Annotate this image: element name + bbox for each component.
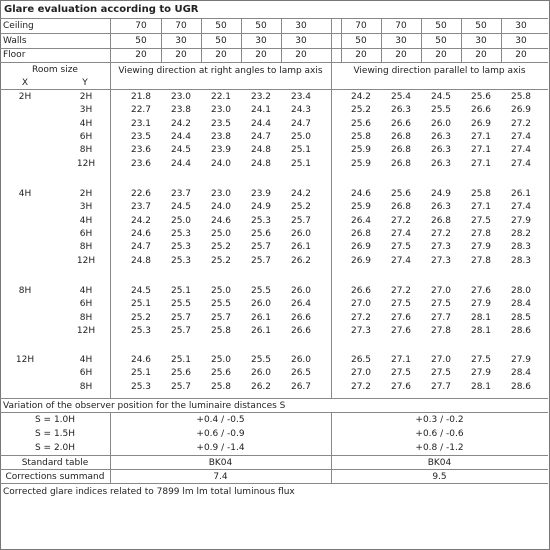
ugr-value: 24.7 (290, 119, 312, 129)
reflectance-value: 30 (255, 36, 267, 46)
ugr-value: 24.2 (170, 119, 192, 129)
row-divider (0, 48, 548, 49)
variation-parallel: +0.8 / -1.2 (415, 443, 464, 453)
room-y-label: 3H (79, 202, 93, 212)
ugr-value: 24.4 (250, 119, 272, 129)
ugr-value: 27.4 (510, 145, 532, 155)
ugr-value: 27.9 (470, 242, 492, 252)
group-x-label: 8H (18, 286, 32, 296)
ugr-value: 25.4 (390, 92, 412, 102)
reflectance-value: 50 (255, 21, 267, 31)
ugr-value: 27.3 (430, 242, 452, 252)
ugr-value: 27.1 (470, 145, 492, 155)
ugr-value: 25.9 (350, 202, 372, 212)
ugr-value: 27.5 (390, 242, 412, 252)
ugr-value: 23.2 (250, 92, 272, 102)
ugr-value: 26.9 (510, 105, 532, 115)
column-divider (281, 18, 282, 62)
reflectance-value: 50 (355, 36, 367, 46)
group-x-label: 12H (15, 355, 35, 365)
ugr-value: 25.7 (290, 216, 312, 226)
ugr-value: 23.4 (290, 92, 312, 102)
ugr-value: 25.0 (210, 229, 232, 239)
reflectance-value: 50 (215, 36, 227, 46)
ugr-value: 28.3 (510, 242, 532, 252)
corrections-right: 7.4 (213, 472, 228, 482)
room-y-label: 3H (79, 105, 93, 115)
ugr-value: 27.6 (390, 382, 412, 392)
ugr-value: 26.0 (250, 368, 272, 378)
ugr-value: 22.1 (210, 92, 232, 102)
ugr-value: 28.6 (510, 326, 532, 336)
variation-right: +0.6 / -0.9 (196, 429, 245, 439)
reflectance-value: 50 (475, 21, 487, 31)
ugr-value: 24.9 (430, 189, 452, 199)
reflectance-value: 30 (295, 36, 307, 46)
ugr-value: 25.7 (170, 382, 192, 392)
y-header: Y (82, 78, 88, 88)
ugr-value: 27.4 (510, 159, 532, 169)
ugr-value: 24.1 (250, 105, 272, 115)
ugr-value: 26.5 (350, 355, 372, 365)
ugr-value: 24.5 (170, 202, 192, 212)
ugr-value: 27.6 (470, 286, 492, 296)
ugr-value: 25.3 (250, 216, 272, 226)
column-divider (110, 18, 111, 62)
ugr-value: 27.9 (470, 368, 492, 378)
reflectance-label: Floor (3, 50, 26, 60)
ugr-value: 27.7 (430, 313, 452, 323)
room-y-label: 2H (79, 189, 93, 199)
reflectance-value: 30 (175, 36, 187, 46)
room-y-label: 6H (79, 132, 93, 142)
ugr-value: 26.6 (290, 326, 312, 336)
ugr-value: 23.0 (210, 105, 232, 115)
ugr-value: 24.8 (130, 256, 152, 266)
ugr-value: 24.6 (350, 189, 372, 199)
ugr-value: 25.0 (210, 286, 232, 296)
standard-table-right: BK04 (208, 458, 233, 468)
ugr-value: 26.6 (390, 119, 412, 129)
reflectance-value: 20 (355, 50, 367, 60)
reflectance-value: 30 (515, 36, 527, 46)
ugr-value: 24.8 (250, 145, 272, 155)
ugr-value: 26.7 (290, 382, 312, 392)
ugr-value: 25.1 (290, 145, 312, 155)
reflectance-value: 30 (295, 21, 307, 31)
ugr-value: 25.6 (210, 368, 232, 378)
ugr-value: 27.9 (510, 355, 532, 365)
ugr-value: 25.3 (170, 242, 192, 252)
room-y-label: 6H (79, 368, 93, 378)
room-y-label: 4H (79, 216, 93, 226)
ugr-value: 25.3 (130, 382, 152, 392)
ugr-value: 27.6 (390, 326, 412, 336)
ugr-value: 27.0 (350, 299, 372, 309)
ugr-value: 28.3 (510, 256, 532, 266)
ugr-value: 23.0 (170, 92, 192, 102)
ugr-value: 26.0 (430, 119, 452, 129)
row-divider (0, 398, 548, 399)
ugr-value: 25.1 (170, 286, 192, 296)
reflectance-value: 70 (395, 21, 407, 31)
ugr-value: 25.2 (210, 256, 232, 266)
ugr-value: 25.2 (210, 242, 232, 252)
ugr-value: 26.0 (250, 299, 272, 309)
ugr-value: 24.8 (250, 159, 272, 169)
ugr-value: 25.0 (170, 216, 192, 226)
ugr-value: 26.8 (430, 216, 452, 226)
ugr-value: 25.6 (390, 189, 412, 199)
ugr-value: 26.8 (390, 159, 412, 169)
ugr-value: 25.2 (130, 313, 152, 323)
direction-parallel-header: Viewing direction parallel to lamp axis (353, 66, 526, 76)
ugr-value: 21.8 (130, 92, 152, 102)
row-divider (0, 18, 548, 19)
ugr-value: 24.6 (130, 355, 152, 365)
room-y-label: 12H (76, 159, 96, 169)
ugr-value: 27.7 (430, 382, 452, 392)
ugr-value: 26.0 (290, 355, 312, 365)
reflectance-value: 20 (295, 50, 307, 60)
ugr-value: 26.4 (290, 299, 312, 309)
ugr-value: 24.7 (130, 242, 152, 252)
ugr-value: 27.1 (390, 355, 412, 365)
ugr-value: 27.5 (390, 368, 412, 378)
ugr-value: 23.8 (170, 105, 192, 115)
ugr-value: 25.2 (290, 202, 312, 212)
ugr-value: 27.4 (390, 256, 412, 266)
page-title: Glare evaluation according to UGR (4, 4, 199, 15)
ugr-value: 25.5 (210, 299, 232, 309)
ugr-value: 27.3 (350, 326, 372, 336)
ugr-value: 25.7 (170, 326, 192, 336)
column-divider (161, 18, 162, 62)
ugr-value: 27.2 (350, 382, 372, 392)
ugr-value: 27.2 (350, 313, 372, 323)
ugr-value: 26.8 (390, 132, 412, 142)
ugr-value: 27.4 (510, 202, 532, 212)
row-divider (0, 412, 548, 413)
ugr-value: 25.7 (250, 242, 272, 252)
room-y-label: 8H (79, 382, 93, 392)
ugr-value: 27.5 (470, 216, 492, 226)
variation-parallel: +0.6 / -0.6 (415, 429, 464, 439)
ugr-value: 26.6 (350, 286, 372, 296)
room-y-label: 6H (79, 299, 93, 309)
row-divider (0, 62, 548, 63)
ugr-value: 24.0 (210, 202, 232, 212)
reflectance-value: 20 (515, 50, 527, 60)
column-divider (461, 18, 462, 62)
ugr-value: 28.6 (510, 382, 532, 392)
room-y-label: 4H (79, 355, 93, 365)
ugr-value: 25.2 (350, 105, 372, 115)
standard-table-label: Standard table (21, 458, 89, 468)
ugr-value: 25.1 (170, 355, 192, 365)
ugr-value: 27.5 (470, 355, 492, 365)
ugr-value: 28.1 (470, 313, 492, 323)
ugr-value: 27.0 (430, 286, 452, 296)
ugr-value: 26.3 (390, 105, 412, 115)
reflectance-value: 50 (435, 36, 447, 46)
ugr-value: 24.2 (350, 92, 372, 102)
ugr-value: 25.5 (250, 286, 272, 296)
ugr-value: 24.2 (290, 189, 312, 199)
ugr-value: 25.3 (170, 229, 192, 239)
ugr-value: 27.8 (470, 256, 492, 266)
ugr-value: 26.5 (290, 368, 312, 378)
reflectance-value: 30 (475, 36, 487, 46)
ugr-value: 26.0 (290, 229, 312, 239)
ugr-value: 28.1 (470, 326, 492, 336)
ugr-value: 27.5 (430, 368, 452, 378)
corrections-label: Corrections summand (5, 472, 105, 482)
ugr-value: 24.5 (130, 286, 152, 296)
ugr-value: 26.4 (350, 216, 372, 226)
footer-note: Corrected glare indices related to 7899 lm lm total luminous flux (3, 487, 295, 497)
ugr-value: 27.4 (390, 229, 412, 239)
ugr-value: 23.1 (130, 119, 152, 129)
column-divider (381, 18, 382, 62)
column-divider (110, 412, 111, 483)
ugr-value: 25.9 (350, 159, 372, 169)
room-y-label: 12H (76, 326, 96, 336)
ugr-value: 23.5 (130, 132, 152, 142)
ugr-value: 25.8 (210, 382, 232, 392)
reflectance-value: 70 (175, 21, 187, 31)
variation-right: +0.9 / -1.4 (196, 443, 245, 453)
ugr-value: 25.3 (130, 326, 152, 336)
ugr-value: 24.3 (290, 105, 312, 115)
ugr-value: 28.1 (470, 382, 492, 392)
ugr-value: 27.0 (350, 368, 372, 378)
ugr-value: 22.7 (130, 105, 152, 115)
ugr-value: 26.1 (290, 242, 312, 252)
ugr-value: 27.1 (470, 202, 492, 212)
ugr-value: 26.3 (430, 159, 452, 169)
ugr-value: 24.5 (430, 92, 452, 102)
ugr-value: 25.3 (170, 256, 192, 266)
ugr-value: 23.7 (170, 189, 192, 199)
ugr-value: 26.3 (430, 202, 452, 212)
room-y-label: 4H (79, 119, 93, 129)
ugr-value: 26.8 (390, 202, 412, 212)
ugr-value: 27.8 (470, 229, 492, 239)
ugr-value: 27.9 (470, 299, 492, 309)
variation-label: S = 1.0H (34, 415, 76, 425)
ugr-value: 26.1 (250, 313, 272, 323)
variation-label: S = 1.5H (34, 429, 76, 439)
column-divider (331, 412, 332, 483)
ugr-value: 26.6 (290, 313, 312, 323)
room-y-label: 8H (79, 145, 93, 155)
ugr-value: 25.6 (250, 229, 272, 239)
ugr-value: 28.4 (510, 368, 532, 378)
variation-parallel: +0.3 / -0.2 (415, 415, 464, 425)
reflectance-value: 70 (355, 21, 367, 31)
ugr-value: 25.5 (430, 105, 452, 115)
reflectance-value: 50 (435, 21, 447, 31)
ugr-value: 25.9 (350, 145, 372, 155)
room-y-label: 8H (79, 242, 93, 252)
ugr-value: 27.2 (510, 119, 532, 129)
ugr-value: 25.1 (130, 368, 152, 378)
reflectance-label: Ceiling (3, 21, 34, 31)
ugr-value: 27.6 (390, 313, 412, 323)
ugr-value: 25.8 (470, 189, 492, 199)
ugr-value: 26.8 (390, 145, 412, 155)
reflectance-value: 70 (135, 21, 147, 31)
ugr-value: 27.4 (510, 132, 532, 142)
ugr-value: 25.0 (210, 355, 232, 365)
reflectance-value: 20 (435, 50, 447, 60)
row-divider (0, 33, 548, 34)
x-header: X (21, 78, 29, 88)
ugr-value: 24.4 (170, 159, 192, 169)
ugr-value: 23.6 (130, 159, 152, 169)
reflectance-value: 20 (135, 50, 147, 60)
column-divider (331, 62, 332, 398)
ugr-value: 27.2 (390, 216, 412, 226)
ugr-value: 25.6 (350, 119, 372, 129)
column-divider (341, 18, 342, 62)
ugr-value: 26.9 (350, 242, 372, 252)
ugr-value: 28.0 (510, 286, 532, 296)
ugr-value: 23.9 (210, 145, 232, 155)
ugr-value: 24.7 (250, 132, 272, 142)
column-divider (421, 18, 422, 62)
column-divider (501, 18, 502, 62)
group-x-label: 4H (18, 189, 32, 199)
room-y-label: 12H (76, 256, 96, 266)
standard-table-parallel: BK04 (427, 458, 452, 468)
column-divider (331, 18, 332, 62)
ugr-value: 27.0 (430, 355, 452, 365)
ugr-value: 24.5 (170, 145, 192, 155)
reflectance-label: Walls (3, 36, 27, 46)
ugr-value: 23.6 (130, 145, 152, 155)
ugr-value: 25.8 (510, 92, 532, 102)
ugr-value: 23.9 (250, 189, 272, 199)
ugr-value: 27.2 (430, 229, 452, 239)
ugr-value: 27.5 (390, 299, 412, 309)
reflectance-value: 30 (515, 21, 527, 31)
ugr-value: 24.2 (130, 216, 152, 226)
variation-right: +0.4 / -0.5 (196, 415, 245, 425)
reflectance-value: 50 (215, 21, 227, 31)
ugr-value: 26.2 (250, 382, 272, 392)
ugr-value: 27.9 (510, 216, 532, 226)
row-divider (0, 455, 548, 456)
reflectance-value: 20 (395, 50, 407, 60)
reflectance-value: 20 (175, 50, 187, 60)
ugr-value: 25.8 (210, 326, 232, 336)
ugr-value: 27.3 (430, 256, 452, 266)
ugr-value: 26.8 (350, 229, 372, 239)
variation-title: Variation of the observer position for the luminaire distances S (3, 401, 286, 411)
ugr-value: 24.0 (210, 159, 232, 169)
ugr-value: 24.9 (250, 202, 272, 212)
room-y-label: 8H (79, 313, 93, 323)
corrections-parallel: 9.5 (432, 472, 447, 482)
ugr-value: 24.4 (170, 132, 192, 142)
ugr-value: 25.1 (130, 299, 152, 309)
ugr-value: 26.1 (510, 189, 532, 199)
reflectance-value: 20 (475, 50, 487, 60)
column-divider (201, 18, 202, 62)
column-divider (110, 62, 111, 398)
room-y-label: 6H (79, 229, 93, 239)
room-y-label: 2H (79, 92, 93, 102)
reflectance-value: 20 (255, 50, 267, 60)
ugr-value: 28.2 (510, 229, 532, 239)
ugr-value: 23.7 (130, 202, 152, 212)
ugr-value: 25.6 (170, 368, 192, 378)
ugr-value: 27.1 (470, 132, 492, 142)
ugr-value: 28.5 (510, 313, 532, 323)
ugr-value: 26.9 (350, 256, 372, 266)
ugr-value: 26.2 (290, 256, 312, 266)
reflectance-value: 50 (135, 36, 147, 46)
direction-right-header: Viewing direction at right angles to lamp axis (118, 66, 323, 76)
group-x-label: 2H (18, 92, 32, 102)
room-size-header: Room size (32, 65, 78, 75)
ugr-value: 26.1 (250, 326, 272, 336)
ugr-value: 26.3 (430, 145, 452, 155)
ugr-value: 25.5 (250, 355, 272, 365)
ugr-value: 25.5 (170, 299, 192, 309)
ugr-value: 25.1 (290, 159, 312, 169)
ugr-value: 23.5 (210, 119, 232, 129)
ugr-value: 23.0 (210, 189, 232, 199)
ugr-value: 25.0 (290, 132, 312, 142)
ugr-value: 27.5 (430, 299, 452, 309)
ugr-value: 27.8 (430, 326, 452, 336)
variation-label: S = 2.0H (34, 443, 76, 453)
row-divider (0, 469, 548, 470)
ugr-value: 22.6 (130, 189, 152, 199)
room-y-label: 4H (79, 286, 93, 296)
ugr-value: 25.7 (170, 313, 192, 323)
ugr-value: 25.7 (210, 313, 232, 323)
column-divider (241, 18, 242, 62)
ugr-value: 25.8 (350, 132, 372, 142)
row-divider (0, 483, 548, 484)
ugr-value: 25.6 (470, 92, 492, 102)
ugr-value: 26.6 (470, 105, 492, 115)
ugr-value: 26.0 (290, 286, 312, 296)
ugr-value: 23.8 (210, 132, 232, 142)
row-divider (0, 89, 548, 90)
reflectance-value: 20 (215, 50, 227, 60)
reflectance-value: 30 (395, 36, 407, 46)
ugr-value: 26.3 (430, 132, 452, 142)
ugr-value: 24.6 (130, 229, 152, 239)
ugr-value: 27.2 (390, 286, 412, 296)
ugr-value: 25.7 (250, 256, 272, 266)
ugr-value: 26.9 (470, 119, 492, 129)
ugr-value: 27.1 (470, 159, 492, 169)
ugr-value: 24.6 (210, 216, 232, 226)
ugr-value: 28.4 (510, 299, 532, 309)
